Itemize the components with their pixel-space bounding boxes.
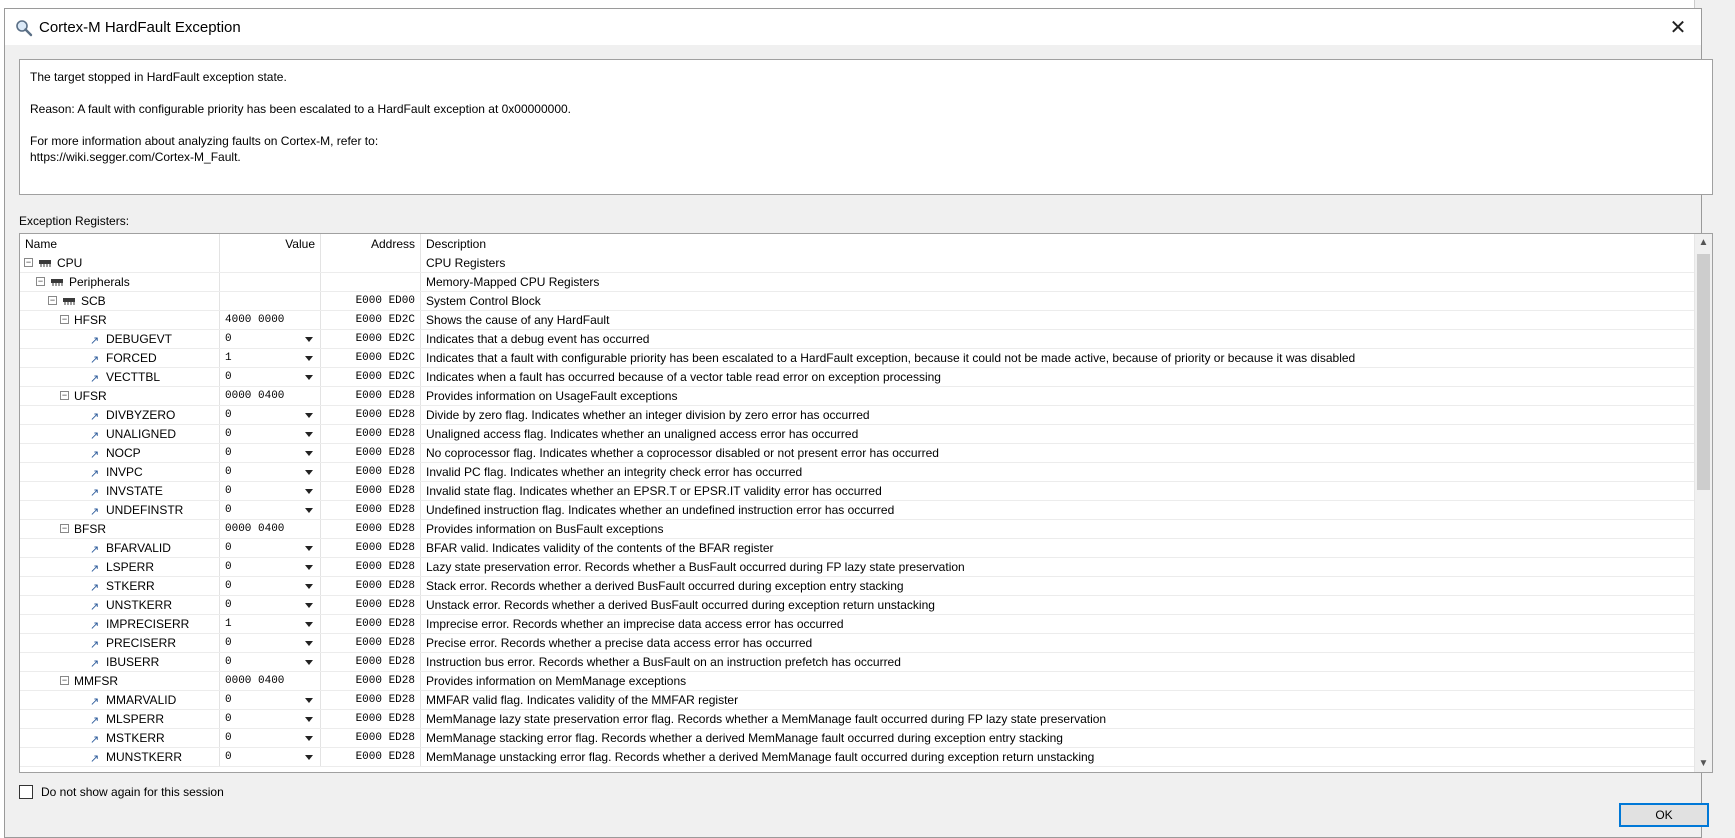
name-cell xyxy=(20,444,220,462)
bitfield-icon: ↗ xyxy=(90,620,100,632)
bitfield-icon: ↗ xyxy=(90,335,100,347)
name-cell xyxy=(20,273,220,291)
register-name: MMARVALID xyxy=(106,693,177,707)
register-address: E000 ED28 xyxy=(321,729,421,747)
collapse-icon[interactable]: − xyxy=(61,523,68,533)
register-address: E000 ED28 xyxy=(321,539,421,557)
value-cell[interactable] xyxy=(220,596,321,614)
dropdown-arrow-icon[interactable] xyxy=(305,755,313,760)
bitfield-icon: ↗ xyxy=(90,734,100,746)
register-description: Indicates when a fault has occurred because of a vector table read error on exception processing xyxy=(421,368,1695,386)
register-description: Invalid state flag. Indicates whether an EPSR.T or EPSR.IT validity error has occurred xyxy=(421,482,1695,500)
bitfield-icon: ↗ xyxy=(90,373,100,385)
magnifier-icon xyxy=(15,19,33,37)
register-description: BFAR valid. Indicates validity of the contents of the BFAR register xyxy=(421,539,1695,557)
table-row[interactable] xyxy=(20,311,1695,330)
register-value: 0 xyxy=(225,599,232,611)
table-row[interactable] xyxy=(20,748,1695,767)
value-cell xyxy=(220,254,321,272)
register-address: E000 ED28 xyxy=(321,406,421,424)
register-address: E000 ED28 xyxy=(321,463,421,481)
value-cell[interactable] xyxy=(220,406,321,424)
table-row[interactable] xyxy=(20,691,1695,710)
register-name: HFSR xyxy=(74,313,107,327)
register-value: 0 xyxy=(225,713,232,725)
collapse-icon[interactable]: − xyxy=(61,390,68,400)
register-value: 0 xyxy=(225,428,232,440)
value-cell xyxy=(220,311,321,329)
value-cell[interactable] xyxy=(220,615,321,633)
value-cell[interactable] xyxy=(220,482,321,500)
table-row[interactable] xyxy=(20,368,1695,387)
register-description: Lazy state preservation error. Records whether a BusFault occurred during FP lazy state preservation xyxy=(421,558,1695,576)
register-value: 0 xyxy=(225,542,232,554)
register-address: E000 ED28 xyxy=(321,501,421,519)
table-row[interactable] xyxy=(20,615,1695,634)
register-description: CPU Registers xyxy=(421,254,1695,272)
register-value: 0 xyxy=(225,371,232,383)
name-cell xyxy=(20,653,220,671)
register-address: E000 ED2C xyxy=(321,368,421,386)
dropdown-arrow-icon[interactable] xyxy=(305,736,313,741)
do-not-show-checkbox[interactable] xyxy=(19,785,33,799)
table-row[interactable] xyxy=(20,596,1695,615)
register-description: Provides information on UsageFault exceptions xyxy=(421,387,1695,405)
checkbox-label: Do not show again for this session xyxy=(41,785,224,799)
table-row[interactable] xyxy=(20,577,1695,596)
register-address: E000 ED28 xyxy=(321,425,421,443)
bitfield-icon: ↗ xyxy=(90,753,100,765)
bitfield-icon: ↗ xyxy=(90,430,100,442)
name-cell xyxy=(20,425,220,443)
value-cell[interactable] xyxy=(220,577,321,595)
name-cell xyxy=(20,482,220,500)
name-cell xyxy=(20,596,220,614)
register-address: E000 ED28 xyxy=(321,748,421,766)
register-name: DEBUGEVT xyxy=(106,332,173,346)
table-row[interactable] xyxy=(20,292,1695,311)
register-value: 0 xyxy=(225,694,232,706)
register-name: DIVBYZERO xyxy=(106,408,176,422)
value-cell[interactable] xyxy=(220,368,321,386)
name-cell xyxy=(20,615,220,633)
column-header-description[interactable]: Description xyxy=(421,234,1695,254)
name-cell xyxy=(20,406,220,424)
bitfield-icon: ↗ xyxy=(90,411,100,423)
column-header-address[interactable]: Address xyxy=(321,234,421,254)
section-label: Exception Registers: xyxy=(19,214,130,228)
table-row[interactable] xyxy=(20,463,1695,482)
name-cell xyxy=(20,349,220,367)
register-description: Memory-Mapped CPU Registers xyxy=(421,273,1695,291)
name-cell xyxy=(20,368,220,386)
cpu-icon xyxy=(38,258,52,267)
register-description: MMFAR valid flag. Indicates validity of the MMFAR register xyxy=(421,691,1695,709)
name-cell xyxy=(20,691,220,709)
close-icon: ✕ xyxy=(1669,16,1687,39)
register-description: MemManage lazy state preservation error flag. Records whether a MemManage fault occurred during FP lazy state preservation xyxy=(421,710,1695,728)
register-name: Peripherals xyxy=(69,275,130,289)
value-cell[interactable] xyxy=(220,634,321,652)
register-name: FORCED xyxy=(106,351,157,365)
register-address: E000 ED28 xyxy=(321,558,421,576)
register-address: E000 ED28 xyxy=(321,482,421,500)
chip-icon xyxy=(62,296,76,305)
register-description: No coprocessor flag. Indicates whether a coprocessor disabled or not present error has occurred xyxy=(421,444,1695,462)
collapse-icon[interactable]: − xyxy=(61,675,68,685)
column-header-name[interactable]: Name xyxy=(20,234,220,254)
register-name: MUNSTKERR xyxy=(106,750,183,764)
name-cell xyxy=(20,387,220,405)
register-value: 0 xyxy=(225,485,232,497)
message-line: For more information about analyzing faults on Cortex-M, refer to: xyxy=(30,134,379,148)
dropdown-arrow-icon[interactable] xyxy=(305,432,313,437)
dropdown-arrow-icon[interactable] xyxy=(305,660,313,665)
dialog-title: Cortex-M HardFault Exception xyxy=(39,19,241,36)
name-cell xyxy=(20,292,220,310)
bitfield-icon: ↗ xyxy=(90,601,100,613)
register-description: Imprecise error. Records whether an imprecise data access error has occurred xyxy=(421,615,1695,633)
table-row[interactable] xyxy=(20,729,1695,748)
register-address: E000 ED28 xyxy=(321,615,421,633)
scroll-thumb[interactable] xyxy=(1697,254,1710,490)
register-description: System Control Block xyxy=(421,292,1695,310)
register-value: 0 xyxy=(225,561,232,573)
register-name: SCB xyxy=(81,294,106,308)
register-value: 0000 0400 xyxy=(225,675,285,687)
table-row[interactable] xyxy=(20,330,1695,349)
register-value: 0 xyxy=(225,732,232,744)
value-cell[interactable] xyxy=(220,748,321,766)
value-cell[interactable] xyxy=(220,349,321,367)
table-row[interactable] xyxy=(20,501,1695,520)
dropdown-arrow-icon[interactable] xyxy=(305,470,313,475)
register-value: 0 xyxy=(225,333,232,345)
bitfield-icon: ↗ xyxy=(90,715,100,727)
register-address: E000 ED28 xyxy=(321,520,421,538)
register-name: IMPRECISERR xyxy=(106,617,190,631)
register-description: Undefined instruction flag. Indicates whether an undefined instruction error has occurred xyxy=(421,501,1695,519)
name-cell xyxy=(20,672,220,690)
register-address: E000 ED2C xyxy=(321,330,421,348)
register-name: STKERR xyxy=(106,579,155,593)
name-cell xyxy=(20,577,220,595)
name-cell xyxy=(20,330,220,348)
name-cell xyxy=(20,539,220,557)
register-name: VECTTBL xyxy=(106,370,161,384)
bitfield-icon: ↗ xyxy=(90,658,100,670)
register-name: INVPC xyxy=(106,465,143,479)
register-name: INVSTATE xyxy=(106,484,163,498)
register-address: E000 ED2C xyxy=(321,311,421,329)
dropdown-arrow-icon[interactable] xyxy=(305,584,313,589)
dropdown-arrow-icon[interactable] xyxy=(305,546,313,551)
register-value: 1 xyxy=(225,618,232,630)
name-cell xyxy=(20,558,220,576)
bitfield-icon: ↗ xyxy=(90,468,100,480)
table-row[interactable] xyxy=(20,425,1695,444)
register-description: Indicates that a debug event has occurred xyxy=(421,330,1695,348)
register-value: 0 xyxy=(225,580,232,592)
table-row[interactable] xyxy=(20,444,1695,463)
dropdown-arrow-icon[interactable] xyxy=(305,337,313,342)
register-description: Unaligned access flag. Indicates whether an unaligned access error has occurred xyxy=(421,425,1695,443)
register-value: 0000 0400 xyxy=(225,523,285,535)
value-cell[interactable] xyxy=(220,558,321,576)
value-cell[interactable] xyxy=(220,330,321,348)
exception-register-tree[interactable] xyxy=(19,233,1713,773)
cpu-icon xyxy=(50,277,64,286)
name-cell xyxy=(20,501,220,519)
name-cell xyxy=(20,748,220,766)
register-description: MemManage unstacking error flag. Records whether a derived MemManage fault occurred during exception return unstacking xyxy=(421,748,1695,766)
value-cell[interactable] xyxy=(220,710,321,728)
table-row[interactable] xyxy=(20,406,1695,425)
register-name: MSTKERR xyxy=(106,731,165,745)
dropdown-arrow-icon[interactable] xyxy=(305,489,313,494)
register-name: LSPERR xyxy=(106,560,155,574)
bitfield-icon: ↗ xyxy=(90,582,100,594)
ok-button[interactable]: OK xyxy=(1619,803,1709,827)
dropdown-arrow-icon[interactable] xyxy=(305,451,313,456)
hardfault-dialog xyxy=(4,8,1709,838)
dropdown-arrow-icon[interactable] xyxy=(305,565,313,570)
register-name: MMFSR xyxy=(74,674,118,688)
scroll-down-icon[interactable]: ▼ xyxy=(1698,758,1709,769)
register-name: NOCP xyxy=(106,446,141,460)
collapse-icon[interactable]: − xyxy=(61,314,68,324)
bitfield-icon: ↗ xyxy=(90,506,100,518)
value-cell xyxy=(220,387,321,405)
collapse-icon[interactable]: − xyxy=(49,295,56,305)
dropdown-arrow-icon[interactable] xyxy=(305,508,313,513)
vertical-scrollbar[interactable] xyxy=(1694,234,1712,772)
table-row[interactable] xyxy=(20,653,1695,672)
register-description: Invalid PC flag. Indicates whether an integrity check error has occurred xyxy=(421,463,1695,481)
register-name: CPU xyxy=(57,256,83,270)
message-link[interactable]: https://wiki.segger.com/Cortex-M_Fault. xyxy=(30,150,241,164)
value-cell[interactable] xyxy=(220,501,321,519)
register-value: 0 xyxy=(225,466,232,478)
dropdown-arrow-icon[interactable] xyxy=(305,413,313,418)
table-row[interactable] xyxy=(20,539,1695,558)
name-cell xyxy=(20,729,220,747)
register-value: 0 xyxy=(225,409,232,421)
table-row[interactable] xyxy=(20,349,1695,368)
value-cell[interactable] xyxy=(220,729,321,747)
register-value: 4000 0000 xyxy=(225,314,285,326)
collapse-icon[interactable]: − xyxy=(25,257,32,267)
table-row[interactable] xyxy=(20,634,1695,653)
close-button[interactable] xyxy=(1655,9,1701,45)
register-value: 1 xyxy=(225,352,232,364)
table-row[interactable] xyxy=(20,520,1695,539)
name-cell xyxy=(20,710,220,728)
dropdown-arrow-icon[interactable] xyxy=(305,641,313,646)
register-address xyxy=(321,254,421,272)
register-address: E000 ED28 xyxy=(321,596,421,614)
register-address: E000 ED28 xyxy=(321,634,421,652)
value-cell[interactable] xyxy=(220,539,321,557)
value-cell xyxy=(220,672,321,690)
register-value: 0 xyxy=(225,751,232,763)
dropdown-arrow-icon[interactable] xyxy=(305,356,313,361)
register-name: BFARVALID xyxy=(106,541,171,555)
name-cell xyxy=(20,634,220,652)
register-address xyxy=(321,273,421,291)
name-cell xyxy=(20,520,220,538)
bitfield-icon: ↗ xyxy=(90,696,100,708)
register-description: Unstack error. Records whether a derived BusFault occurred during exception return unstacking xyxy=(421,596,1695,614)
column-header-row xyxy=(20,234,1695,254)
register-description: Stack error. Records whether a derived BusFault occurred during exception entry stacking xyxy=(421,577,1695,595)
collapse-icon[interactable]: − xyxy=(37,276,44,286)
table-row[interactable] xyxy=(20,558,1695,577)
message-box xyxy=(19,59,1713,195)
dropdown-arrow-icon[interactable] xyxy=(305,375,313,380)
register-rows xyxy=(20,254,1695,767)
do-not-show-again[interactable] xyxy=(19,785,224,799)
table-row[interactable] xyxy=(20,387,1695,406)
table-row[interactable] xyxy=(20,482,1695,501)
register-description: Provides information on MemManage exceptions xyxy=(421,672,1695,690)
column-header-value[interactable]: Value xyxy=(220,234,321,254)
value-cell[interactable] xyxy=(220,444,321,462)
register-value: 0 xyxy=(225,504,232,516)
register-description: Precise error. Records whether a precise data access error has occurred xyxy=(421,634,1695,652)
register-name: IBUSERR xyxy=(106,655,160,669)
table-row[interactable] xyxy=(20,273,1695,292)
register-address: E000 ED28 xyxy=(321,444,421,462)
table-row[interactable] xyxy=(20,672,1695,691)
dropdown-arrow-icon[interactable] xyxy=(305,603,313,608)
register-description: MemManage stacking error flag. Records whether a derived MemManage fault occurred during exception entry stacking xyxy=(421,729,1695,747)
name-cell xyxy=(20,254,220,272)
register-address: E000 ED28 xyxy=(321,710,421,728)
value-cell[interactable] xyxy=(220,653,321,671)
register-name: UNSTKERR xyxy=(106,598,173,612)
register-name: BFSR xyxy=(74,522,107,536)
bitfield-icon: ↗ xyxy=(90,354,100,366)
register-value: 0 xyxy=(225,656,232,668)
value-cell xyxy=(220,273,321,291)
register-name: UNDEFINSTR xyxy=(106,503,184,517)
register-description: Divide by zero flag. Indicates whether an integer division by zero error has occurred xyxy=(421,406,1695,424)
register-description: Shows the cause of any HardFault xyxy=(421,311,1695,329)
message-line: The target stopped in HardFault exception state. xyxy=(30,70,287,84)
name-cell xyxy=(20,463,220,481)
register-address: E000 ED28 xyxy=(321,577,421,595)
dropdown-arrow-icon[interactable] xyxy=(305,698,313,703)
bitfield-icon: ↗ xyxy=(90,639,100,651)
register-address: E000 ED2C xyxy=(321,349,421,367)
value-cell[interactable] xyxy=(220,425,321,443)
scroll-up-icon[interactable]: ▲ xyxy=(1698,237,1709,248)
register-name: UNALIGNED xyxy=(106,427,177,441)
register-address: E000 ED28 xyxy=(321,653,421,671)
value-cell[interactable] xyxy=(220,691,321,709)
register-name: PRECISERR xyxy=(106,636,177,650)
register-description: Indicates that a fault with configurable priority has been escalated to a HardFault exception, because it could not be made active, because of priority or because it was disabled xyxy=(421,349,1695,367)
dropdown-arrow-icon[interactable] xyxy=(305,622,313,627)
dropdown-arrow-icon[interactable] xyxy=(305,717,313,722)
bitfield-icon: ↗ xyxy=(90,544,100,556)
value-cell xyxy=(220,520,321,538)
name-cell xyxy=(20,311,220,329)
bitfield-icon: ↗ xyxy=(90,449,100,461)
bitfield-icon: ↗ xyxy=(90,487,100,499)
table-row[interactable] xyxy=(20,254,1695,273)
register-address: E000 ED28 xyxy=(321,691,421,709)
value-cell xyxy=(220,292,321,310)
register-address: E000 ED28 xyxy=(321,672,421,690)
register-description: Instruction bus error. Records whether a BusFault on an instruction prefetch has occurred xyxy=(421,653,1695,671)
table-row[interactable] xyxy=(20,710,1695,729)
register-value: 0 xyxy=(225,447,232,459)
register-description: Provides information on BusFault exceptions xyxy=(421,520,1695,538)
bitfield-icon: ↗ xyxy=(90,563,100,575)
register-value: 0000 0400 xyxy=(225,390,285,402)
register-name: UFSR xyxy=(74,389,107,403)
register-value: 0 xyxy=(225,637,232,649)
title-bar xyxy=(5,9,1701,45)
register-address: E000 ED00 xyxy=(321,292,421,310)
message-line: Reason: A fault with configurable priority has been escalated to a HardFault exception at 0x00000000. xyxy=(30,102,572,116)
value-cell[interactable] xyxy=(220,463,321,481)
register-name: MLSPERR xyxy=(106,712,165,726)
register-address: E000 ED28 xyxy=(321,387,421,405)
